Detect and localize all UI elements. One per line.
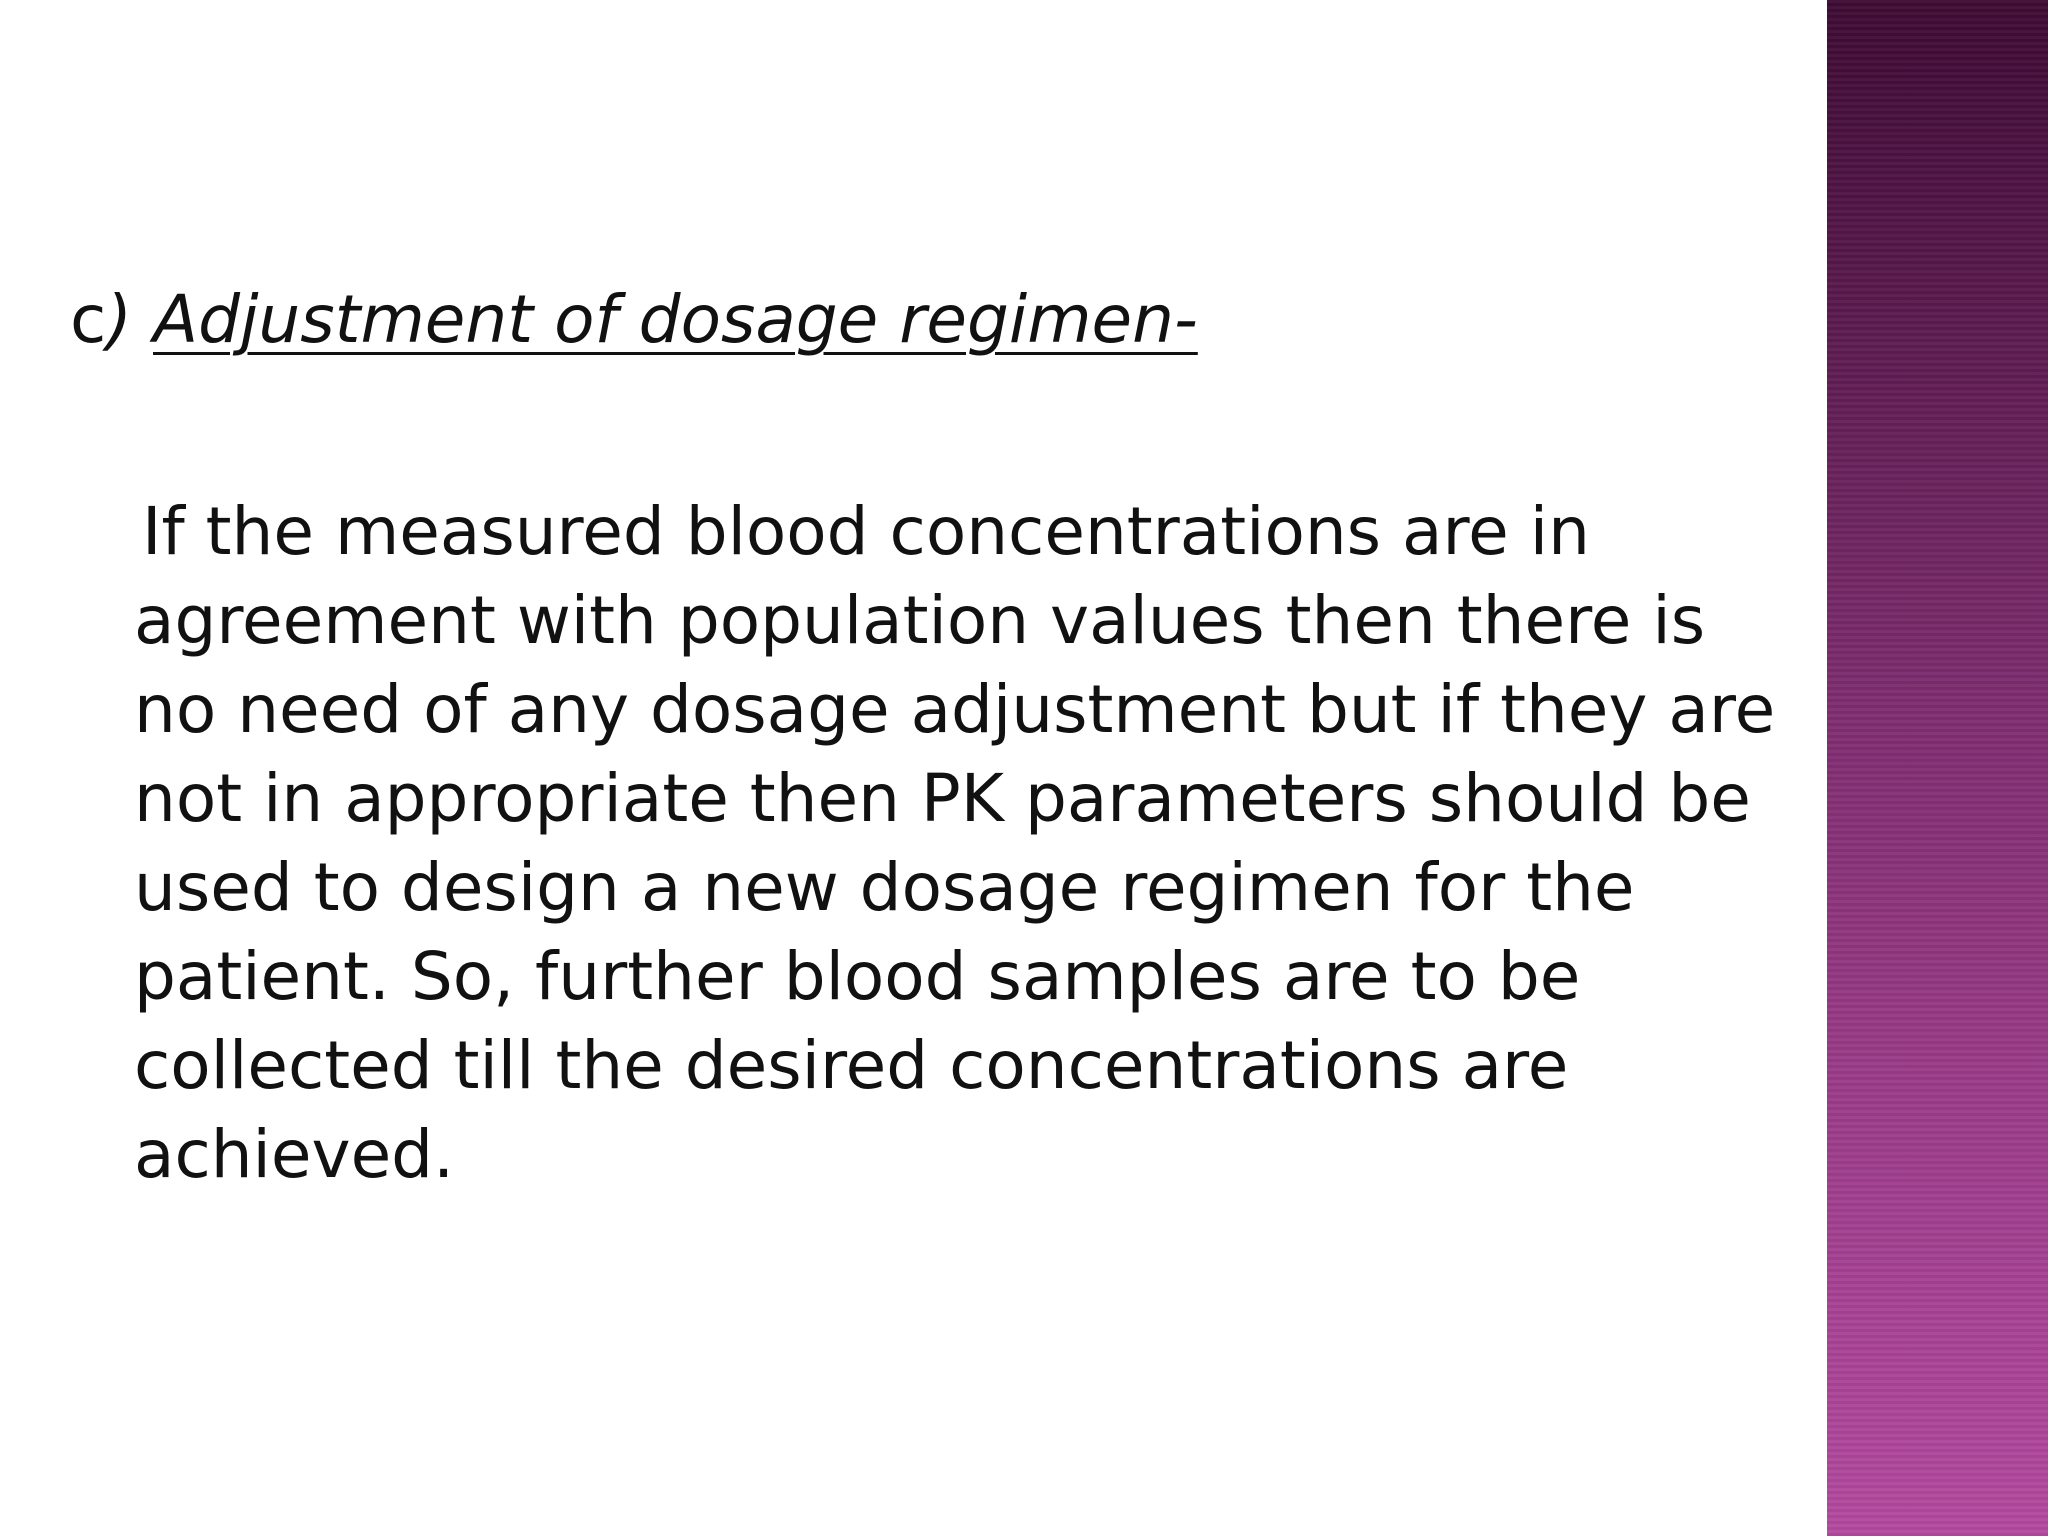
section-heading bbox=[70, 282, 1198, 358]
heading-paren: ) bbox=[106, 281, 154, 358]
heading-prefix: c bbox=[70, 281, 107, 358]
body-paragraph: If the measured blood concentrations are in agreement with population values then there is no need of any dosage adjustment but if they are not in appropriate then PK parameters should be used to design a new dosage regimen for the patient. So, further blood samples are to be collected till the desired concentrations are achieved. bbox=[134, 493, 1776, 1193]
decorative-side-band bbox=[1827, 0, 2048, 1536]
heading-title: Adjustment of dosage regimen- bbox=[153, 281, 1198, 358]
